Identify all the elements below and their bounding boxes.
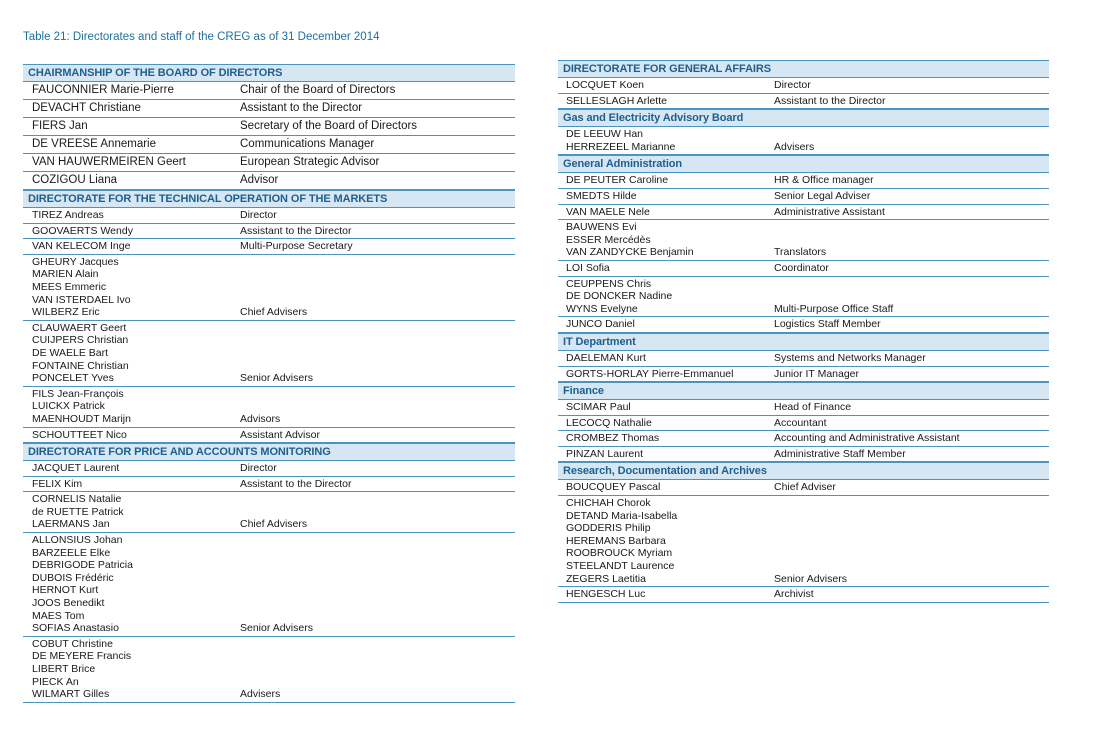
table-row xyxy=(558,261,1049,277)
staff-role xyxy=(774,262,1049,275)
role-text: Assistant to the Director xyxy=(240,224,352,237)
staff-name: LECOCQ Nathalie xyxy=(566,416,652,429)
table-row xyxy=(23,637,515,703)
staff-name: de RUETTE Patrick xyxy=(32,505,124,518)
staff-name: GOOVAERTS Wendy xyxy=(32,224,133,237)
staff-name: CLAUWAERT Geert xyxy=(32,321,127,334)
staff-names xyxy=(23,137,240,152)
staff-names xyxy=(558,318,774,331)
role-text: Advisers xyxy=(774,140,815,153)
staff-names xyxy=(558,128,774,153)
role-text: Systems and Networks Manager xyxy=(774,351,926,364)
table-row xyxy=(23,154,515,172)
staff-names xyxy=(23,209,240,222)
role-text: Director xyxy=(240,462,277,475)
role-text: Assistant to the Director xyxy=(774,94,886,107)
staff-role xyxy=(240,209,515,222)
section-heading: DIRECTORATE FOR PRICE AND ACCOUNTS MONITORING xyxy=(23,443,515,461)
staff-role xyxy=(240,155,515,170)
staff-name: DETAND Maria-Isabella xyxy=(566,509,678,522)
staff-names xyxy=(23,478,240,491)
staff-names xyxy=(23,240,240,253)
staff-names xyxy=(23,101,240,116)
staff-role xyxy=(240,462,515,475)
staff-name: CORNELIS Natalie xyxy=(32,493,122,506)
staff-names xyxy=(23,534,240,635)
staff-name: FIERS Jan xyxy=(32,120,88,132)
staff-name: FELIX Kim xyxy=(32,477,83,490)
table-row xyxy=(558,587,1049,603)
staff-names xyxy=(558,432,774,445)
table-row xyxy=(23,477,515,493)
staff-name: TIREZ Andreas xyxy=(32,209,104,221)
staff-names xyxy=(558,206,774,219)
role-text: Assistant Advisor xyxy=(240,428,320,441)
table-row xyxy=(23,239,515,255)
staff-names xyxy=(558,190,774,203)
staff-name: VAN ZANDYCKE Benjamin xyxy=(566,246,694,259)
staff-name: WILBERZ Eric xyxy=(32,306,100,319)
staff-role xyxy=(774,246,1049,259)
staff-role xyxy=(240,101,515,116)
staff-name: LOCQUET Koen xyxy=(566,79,645,91)
staff-role xyxy=(774,588,1049,601)
staff-name: SCIMAR Paul xyxy=(566,401,631,414)
table-caption: Table 21: Directorates and staff of the CREG as of 31 December 2014 xyxy=(23,31,380,43)
section-heading: General Administration xyxy=(558,155,1049,173)
staff-names xyxy=(23,225,240,238)
staff-role xyxy=(774,95,1049,108)
staff-role xyxy=(774,190,1049,203)
table-row xyxy=(558,173,1049,189)
role-text: Chief Adviser xyxy=(774,481,836,494)
staff-name: HERNOT Kurt xyxy=(32,584,99,597)
staff-names xyxy=(23,173,240,188)
staff-name: LIBERT Brice xyxy=(32,663,96,675)
staff-names xyxy=(23,638,240,701)
staff-role xyxy=(774,141,1049,154)
staff-name: COZIGOU Liana xyxy=(32,174,117,186)
staff-role xyxy=(774,174,1049,187)
staff-names xyxy=(23,155,240,170)
role-text: Junior IT Manager xyxy=(774,367,860,380)
staff-names xyxy=(558,497,774,585)
staff-name: SCHOUTTEET Nico xyxy=(32,428,127,441)
staff-role xyxy=(240,240,515,253)
table-row xyxy=(558,205,1049,221)
table-row xyxy=(23,100,515,118)
staff-name: JACQUET Laurent xyxy=(32,462,120,475)
role-text: Coordinator xyxy=(774,261,829,274)
staff-role xyxy=(774,368,1049,381)
table-row xyxy=(558,351,1049,367)
staff-role xyxy=(774,432,1049,445)
role-text: Logistics Staff Member xyxy=(774,318,881,331)
section-heading: DIRECTORATE FOR THE TECHNICAL OPERATION OF THE MARKETS xyxy=(23,190,515,208)
staff-role xyxy=(774,318,1049,331)
table-row xyxy=(558,480,1049,496)
table-row xyxy=(558,78,1049,94)
staff-role xyxy=(240,119,515,134)
staff-name: GHEURY Jacques xyxy=(32,255,119,268)
staff-name: BAUWENS Evi xyxy=(566,221,637,234)
table-row xyxy=(558,277,1049,318)
table-row xyxy=(23,82,515,100)
staff-name: WILMART Gilles xyxy=(32,688,110,701)
staff-role xyxy=(240,83,515,98)
staff-names xyxy=(23,462,240,475)
staff-names xyxy=(558,79,774,92)
staff-name: ZEGERS Laetitia xyxy=(566,572,646,585)
staff-name: DEBRIGODE Patricia xyxy=(32,559,133,572)
role-text: Director xyxy=(774,79,811,91)
staff-role xyxy=(774,79,1049,92)
right-column xyxy=(558,60,1049,603)
staff-role xyxy=(240,518,515,531)
staff-name: ROOBROUCK Myriam xyxy=(566,547,673,560)
staff-role xyxy=(774,401,1049,414)
role-text: Secretary of the Board of Directors xyxy=(240,120,418,132)
table-row xyxy=(23,172,515,190)
section-heading: CHAIRMANSHIP OF THE BOARD OF DIRECTORS xyxy=(23,64,515,82)
staff-role xyxy=(240,137,515,152)
table-row xyxy=(558,431,1049,447)
table-row xyxy=(558,367,1049,383)
staff-name: MAENHOUDT Marijn xyxy=(32,412,131,425)
role-text: Chair of the Board of Directors xyxy=(240,84,396,96)
staff-names xyxy=(558,368,774,381)
staff-name: HEREMANS Barbara xyxy=(566,534,666,547)
role-text: Multi-Purpose Secretary xyxy=(240,240,353,253)
staff-name: DAELEMAN Kurt xyxy=(566,351,646,364)
staff-name: FAUCONNIER Marie-Pierre xyxy=(32,84,174,96)
table-row xyxy=(23,461,515,477)
staff-name: SOFIAS Anastasio xyxy=(32,622,119,635)
staff-name: CHICHAH Chorok xyxy=(566,497,651,510)
staff-role xyxy=(240,688,515,701)
role-text: Communications Manager xyxy=(240,138,375,150)
role-text: Advisers xyxy=(240,688,281,701)
staff-names xyxy=(558,417,774,430)
table-row xyxy=(23,428,515,444)
staff-names xyxy=(23,322,240,385)
table-row xyxy=(23,208,515,224)
staff-name: STEELANDT Laurence xyxy=(566,560,675,573)
staff-role xyxy=(774,206,1049,219)
staff-role xyxy=(774,417,1049,430)
staff-name: VAN KELECOM Inge xyxy=(32,240,131,253)
role-text: Assistant to the Director xyxy=(240,102,363,114)
staff-names xyxy=(23,429,240,442)
staff-names xyxy=(23,388,240,426)
staff-names xyxy=(558,95,774,108)
staff-name: DUBOIS Frédéric xyxy=(32,571,114,584)
staff-name: MARIEN Alain xyxy=(32,268,99,281)
staff-name: DE WAELE Bart xyxy=(32,346,109,359)
section-heading: DIRECTORATE FOR GENERAL AFFAIRS xyxy=(558,60,1049,78)
staff-names xyxy=(23,493,240,531)
table-row xyxy=(23,321,515,387)
role-text: Chief Advisers xyxy=(240,518,308,531)
table-row xyxy=(23,118,515,136)
table-row xyxy=(558,127,1049,155)
staff-name: PINZAN Laurent xyxy=(566,447,644,460)
table-row xyxy=(558,94,1049,110)
staff-role xyxy=(240,173,515,188)
staff-name: VAN HAUWERMEIREN Geert xyxy=(32,156,186,168)
role-text: Advisor xyxy=(240,174,279,186)
section-heading: Research, Documentation and Archives xyxy=(558,462,1049,480)
staff-name: LAERMANS Jan xyxy=(32,518,110,531)
table-row xyxy=(23,533,515,637)
staff-name: MAES Tom xyxy=(32,609,85,622)
table-row xyxy=(23,136,515,154)
table-row xyxy=(558,189,1049,205)
staff-name: MEES Emmeric xyxy=(32,280,107,293)
table-row xyxy=(23,224,515,240)
role-text: Senior Legal Adviser xyxy=(774,189,871,202)
role-text: Accountant xyxy=(774,416,827,429)
staff-names xyxy=(558,278,774,316)
staff-name: JOOS Benedikt xyxy=(32,597,105,610)
staff-name: DE DONCKER Nadine xyxy=(566,290,673,303)
table-row xyxy=(558,400,1049,416)
staff-name: VAN MAELE Nele xyxy=(566,205,650,218)
role-text: European Strategic Advisor xyxy=(240,156,380,168)
staff-role xyxy=(240,478,515,491)
staff-role xyxy=(774,448,1049,461)
staff-role xyxy=(240,429,515,442)
staff-name: BOUCQUEY Pascal xyxy=(566,481,661,494)
staff-name: COBUT Christine xyxy=(32,637,113,650)
role-text: Chief Advisers xyxy=(240,306,308,319)
staff-role xyxy=(774,303,1049,316)
role-text: Multi-Purpose Office Staff xyxy=(774,302,894,315)
role-text: Accounting and Administrative Assistant xyxy=(774,432,960,445)
staff-role xyxy=(240,306,515,319)
staff-name: PONCELET Yves xyxy=(32,372,114,385)
staff-name: ALLONSIUS Johan xyxy=(32,534,123,547)
staff-role xyxy=(240,622,515,635)
staff-name: WYNS Evelyne xyxy=(566,302,638,315)
table-row xyxy=(558,317,1049,333)
staff-name: FILS Jean-François xyxy=(32,387,124,400)
role-text: HR & Office manager xyxy=(774,174,874,187)
staff-name: GODDERIS Philip xyxy=(566,522,651,535)
role-text: Senior Advisers xyxy=(240,372,313,385)
staff-name: CROMBEZ Thomas xyxy=(566,432,660,445)
staff-name: CEUPPENS Chris xyxy=(566,277,652,290)
staff-role xyxy=(240,413,515,426)
staff-name: ESSER Mercédès xyxy=(566,233,651,246)
role-text: Archivist xyxy=(774,588,814,601)
role-text: Senior Advisers xyxy=(240,622,313,635)
staff-names xyxy=(558,221,774,259)
staff-names xyxy=(558,448,774,461)
section-heading: Finance xyxy=(558,382,1049,400)
role-text: Head of Finance xyxy=(774,401,852,414)
staff-name: PIECK An xyxy=(32,675,79,688)
staff-names xyxy=(558,352,774,365)
table-row xyxy=(558,447,1049,463)
role-text: Director xyxy=(240,209,277,221)
staff-role xyxy=(774,481,1049,494)
staff-name: VAN ISTERDAEL Ivo xyxy=(32,293,131,306)
staff-name: DE PEUTER Caroline xyxy=(566,174,669,187)
role-text: Advisors xyxy=(240,412,281,425)
staff-names xyxy=(23,256,240,319)
table-row xyxy=(558,496,1049,587)
staff-name: JUNCO Daniel xyxy=(566,318,635,331)
role-text: Senior Advisers xyxy=(774,572,847,585)
staff-name: HERREZEEL Marianne xyxy=(566,140,676,153)
role-text: Administrative Staff Member xyxy=(774,447,906,460)
staff-role xyxy=(240,372,515,385)
staff-name: FONTAINE Christian xyxy=(32,359,129,372)
staff-names xyxy=(558,262,774,275)
staff-name: DEVACHT Christiane xyxy=(32,102,141,114)
left-column xyxy=(23,64,515,703)
table-row xyxy=(558,416,1049,432)
role-text: Translators xyxy=(774,246,827,259)
staff-name: SMEDTS Hilde xyxy=(566,189,637,202)
role-text: Administrative Assistant xyxy=(774,205,885,218)
staff-names xyxy=(558,174,774,187)
staff-name: LUICKX Patrick xyxy=(32,400,105,413)
staff-name: CUIJPERS Christian xyxy=(32,334,129,347)
staff-name: GORTS-HORLAY Pierre-Emmanuel xyxy=(566,367,734,380)
section-heading: IT Department xyxy=(558,333,1049,351)
staff-name: DE LEEUW Han xyxy=(566,128,644,141)
section-heading: Gas and Electricity Advisory Board xyxy=(558,109,1049,127)
staff-name: DE MEYERE Francis xyxy=(32,650,132,663)
table-row xyxy=(23,492,515,533)
staff-names xyxy=(558,401,774,414)
staff-names xyxy=(23,83,240,98)
staff-names xyxy=(558,588,774,601)
staff-name: HENGESCH Luc xyxy=(566,588,646,601)
staff-name: DE VREESE Annemarie xyxy=(32,138,157,150)
staff-name: SELLESLAGH Arlette xyxy=(566,94,667,107)
staff-role xyxy=(774,352,1049,365)
staff-role xyxy=(774,573,1049,586)
staff-name: LOI Sofia xyxy=(566,261,610,274)
role-text: Assistant to the Director xyxy=(240,477,352,490)
table-row xyxy=(23,387,515,428)
staff-names xyxy=(23,119,240,134)
staff-role xyxy=(240,225,515,238)
staff-names xyxy=(558,481,774,494)
staff-name: BARZEELE Elke xyxy=(32,546,111,559)
table-row xyxy=(558,220,1049,261)
table-row xyxy=(23,255,515,321)
